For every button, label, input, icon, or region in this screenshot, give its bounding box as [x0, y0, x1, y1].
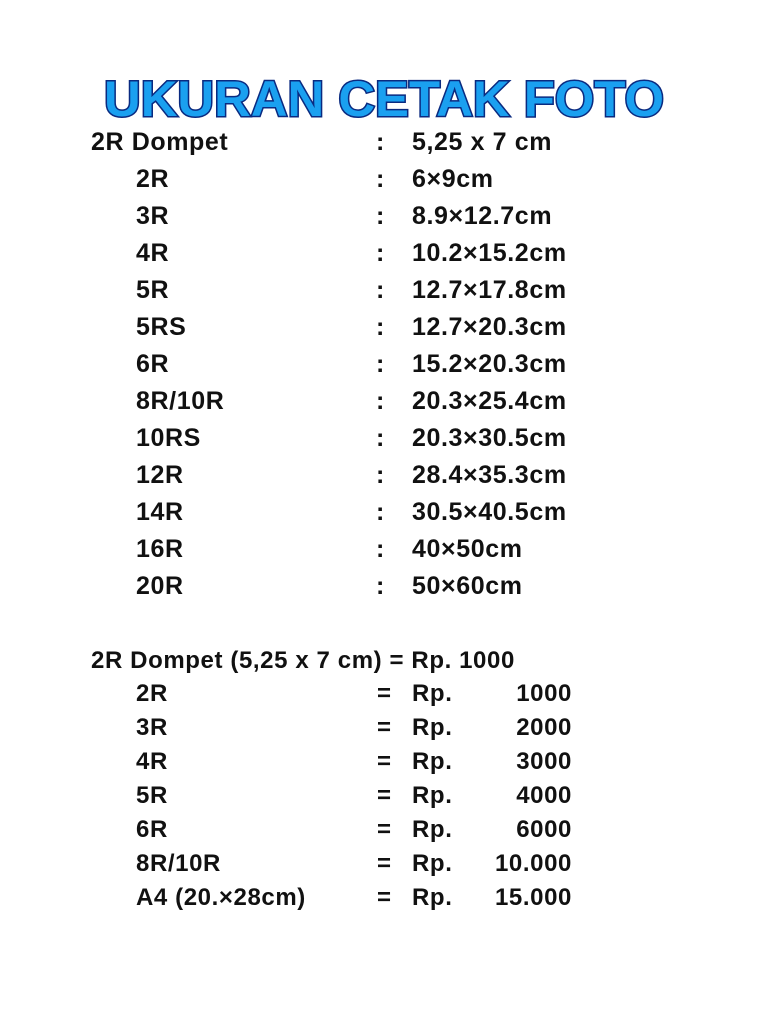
size-value: 40×50cm: [412, 535, 523, 563]
price-label: 5R: [136, 782, 168, 809]
size-label: 2R Dompet: [91, 128, 229, 156]
size-label: 8R/10R: [136, 387, 225, 415]
price-row: [0, 747, 768, 777]
price-amount: 3000: [516, 748, 572, 775]
price-label: A4 (20.×28cm): [136, 884, 306, 911]
price-amount: 6000: [516, 816, 572, 843]
price-currency: Rp.: [412, 680, 453, 707]
price-currency: Rp.: [412, 714, 453, 741]
size-label: 6R: [136, 350, 170, 378]
price-row: [0, 679, 768, 709]
title-banner: [0, 66, 768, 130]
price-row: [0, 713, 768, 743]
size-row: [0, 238, 768, 268]
size-separator: :: [376, 239, 385, 267]
size-row: [0, 497, 768, 527]
size-value: 20.3×30.5cm: [412, 424, 567, 452]
size-value: 15.2×20.3cm: [412, 350, 567, 378]
price-row: [0, 815, 768, 845]
size-value: 12.7×20.3cm: [412, 313, 567, 341]
size-value: 50×60cm: [412, 572, 523, 600]
size-row: [0, 127, 768, 157]
size-label: 5RS: [136, 313, 187, 341]
size-row: [0, 275, 768, 305]
price-row: [0, 883, 768, 913]
price-separator: =: [377, 782, 392, 809]
price-header: [91, 646, 515, 676]
price-currency: Rp.: [412, 850, 453, 877]
price-separator: =: [377, 680, 392, 707]
size-value: 28.4×35.3cm: [412, 461, 567, 489]
size-separator: :: [376, 461, 385, 489]
size-separator: :: [376, 498, 385, 526]
price-separator: =: [377, 714, 392, 741]
size-separator: :: [376, 535, 385, 563]
size-separator: :: [376, 276, 385, 304]
price-amount: 15.000: [494, 884, 572, 911]
size-separator: :: [376, 165, 385, 193]
size-value: 5,25 x 7 cm: [412, 128, 553, 156]
size-value: 8.9×12.7cm: [412, 202, 553, 230]
size-separator: :: [376, 313, 385, 341]
size-row: [0, 460, 768, 490]
size-value: 10.2×15.2cm: [412, 239, 567, 267]
size-value: 30.5×40.5cm: [412, 498, 567, 526]
price-currency: Rp.: [412, 782, 453, 809]
size-label: 12R: [136, 461, 184, 489]
size-row: [0, 386, 768, 416]
price-currency: Rp.: [412, 884, 453, 911]
size-label: 10RS: [136, 424, 201, 452]
size-value: 12.7×17.8cm: [412, 276, 567, 304]
size-separator: :: [376, 128, 385, 156]
price-header-text: 2R Dompet (5,25 x 7 cm) = Rp. 1000: [91, 647, 515, 674]
wordart-title: [0, 66, 768, 130]
size-row: [0, 534, 768, 564]
price-label: 4R: [136, 748, 168, 775]
size-value: 20.3×25.4cm: [412, 387, 567, 415]
size-label: 20R: [136, 572, 184, 600]
price-row: [0, 781, 768, 811]
price-currency: Rp.: [412, 816, 453, 843]
size-label: 3R: [136, 202, 170, 230]
page-title: UKURAN CETAK FOTO: [104, 71, 664, 127]
size-separator: :: [376, 424, 385, 452]
size-row: [0, 312, 768, 342]
size-label: 4R: [136, 239, 170, 267]
price-amount: 1000: [516, 680, 572, 707]
price-label: 2R: [136, 680, 168, 707]
price-amount: 4000: [516, 782, 572, 809]
size-row: [0, 164, 768, 194]
size-label: 2R: [136, 165, 170, 193]
price-row: [0, 849, 768, 879]
price-separator: =: [377, 884, 392, 911]
size-label: 14R: [136, 498, 184, 526]
price-currency: Rp.: [412, 748, 453, 775]
size-row: [0, 571, 768, 601]
size-value: 6×9cm: [412, 165, 494, 193]
price-label: 6R: [136, 816, 168, 843]
size-row: [0, 423, 768, 453]
price-separator: =: [377, 816, 392, 843]
price-amount: 10.000: [494, 850, 572, 877]
price-separator: =: [377, 850, 392, 877]
size-row: [0, 201, 768, 231]
size-separator: :: [376, 387, 385, 415]
price-amount: 2000: [516, 714, 572, 741]
size-separator: :: [376, 350, 385, 378]
price-label: 3R: [136, 714, 168, 741]
size-separator: :: [376, 572, 385, 600]
size-label: 16R: [136, 535, 184, 563]
size-row: [0, 349, 768, 379]
size-separator: :: [376, 202, 385, 230]
size-label: 5R: [136, 276, 170, 304]
price-label: 8R/10R: [136, 850, 221, 877]
price-separator: =: [377, 748, 392, 775]
